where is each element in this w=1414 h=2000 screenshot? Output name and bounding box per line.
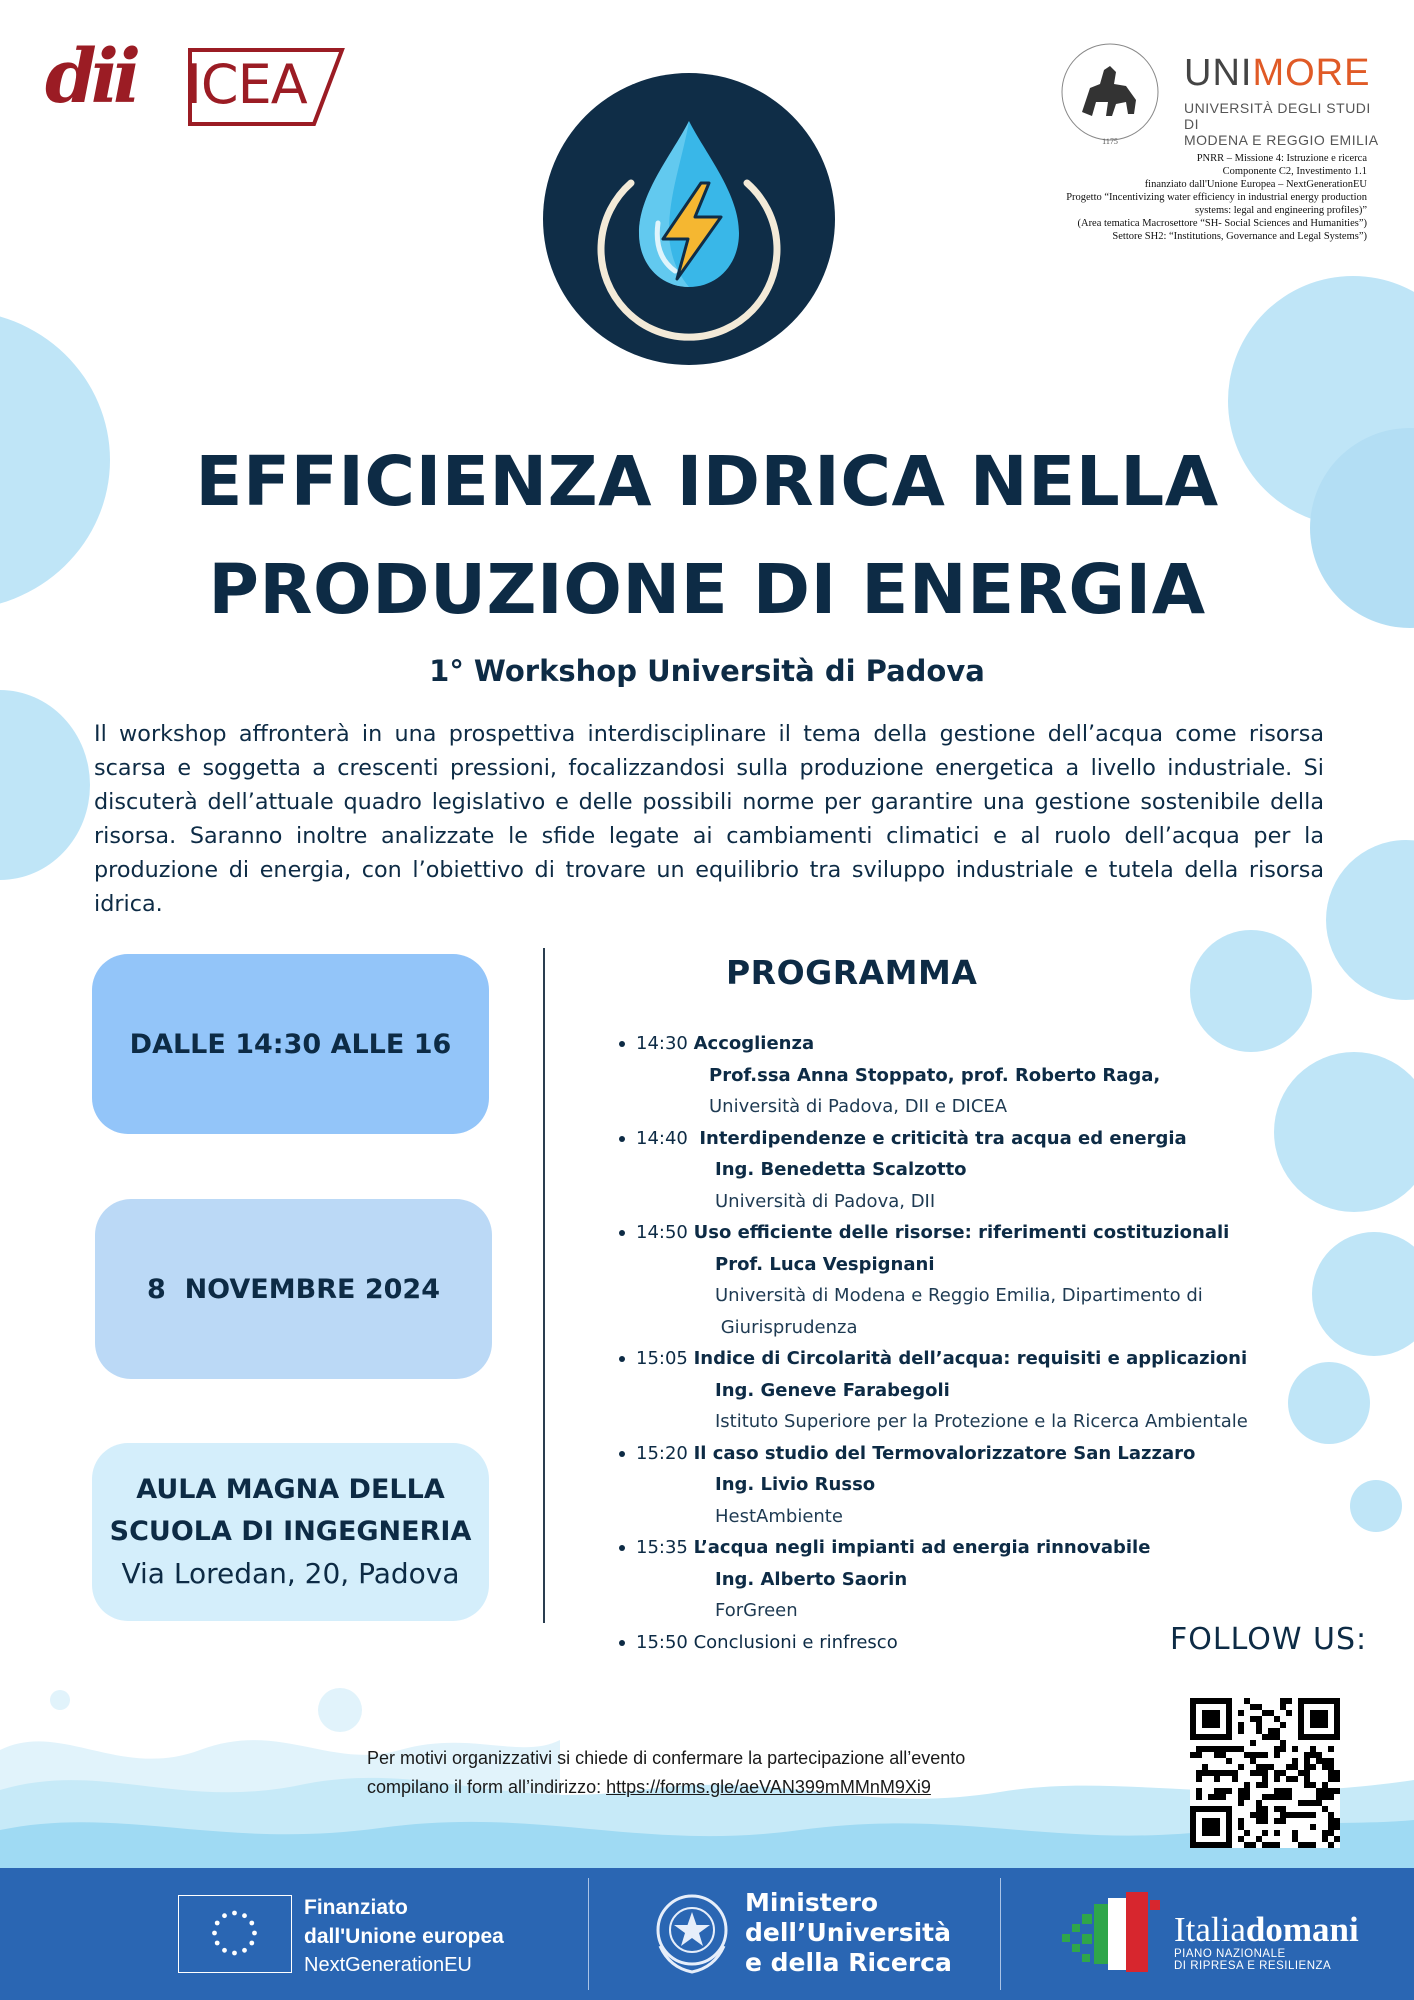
pnrr-line: (Area tematica Macrosettore “SH- Social Sciences and Humanities”)	[1077, 218, 1367, 229]
program-title: PROGRAMMA	[726, 953, 978, 992]
university-seal	[1052, 40, 1172, 150]
unimore-sub-1: UNIVERSITÀ DEGLI STUDI DI	[1184, 100, 1371, 132]
unimore-more: MORE	[1252, 52, 1371, 94]
ministry-label	[745, 1888, 952, 1978]
note-line-1: Per motivi organizzativi si chiede di confermare la partecipazione all’evento	[367, 1748, 966, 1768]
mur-line-3: e della Ricerca	[745, 1948, 952, 1977]
eu-funding-label	[304, 1893, 504, 1980]
icea-logo-text: ICEA	[186, 53, 307, 116]
program-time: 15:05	[636, 1348, 694, 1369]
divider	[543, 948, 545, 1623]
program-topic: Uso efficiente delle risorse: riferimenti costituzionali	[693, 1222, 1230, 1243]
workshop-description: Il workshop affronterà in una prospettiva interdisciplinare il tema della gestione dell’acqua come risorsa scarsa e soggetta a crescenti pressioni, focalizzandosi sulla produzione energetica a livello industriale. Si discuterà dell’attuale quadro legislativo e delle possibili norme per garantire una gestione sostenibile della risorsa. Saranno inoltre analizzate le sfide legate ai cambiamenti climatici e al ruolo dell’acqua per la produzione di energia, con l’obiettivo di trovare un equilibrio tra sviluppo industriale e tutela della risorsa idrica.	[94, 721, 1324, 917]
mur-line-2: dell’Università	[745, 1918, 952, 1947]
eu-line-1: Finanziato	[304, 1896, 408, 1919]
program-item	[636, 1123, 1336, 1218]
note-prefix: compilano il form all’indirizzo:	[367, 1777, 607, 1797]
location-line-2: SCUOLA DI INGEGNERIA	[109, 1516, 472, 1547]
location-box	[92, 1443, 489, 1621]
program-affiliation: Università di Modena e Reggio Emilia, Dipartimento di	[715, 1285, 1203, 1306]
program-topic: L’acqua negli impianti ad energia rinnovabile	[693, 1537, 1151, 1558]
program-item	[636, 1532, 1336, 1627]
program-item	[636, 1343, 1336, 1438]
registration-note	[367, 1744, 1067, 1802]
pnrr-line: Settore SH2: “Institutions, Governance and Legal Systems”)	[1112, 231, 1367, 242]
eu-flag-icon	[178, 1895, 292, 1973]
unimore-logo	[1184, 54, 1370, 92]
program-affiliation: ForGreen	[715, 1600, 798, 1621]
svg-text:1175: 1175	[1102, 137, 1118, 146]
program-affiliation: Istituto Superiore per la Protezione e la Ricerca Ambientale	[715, 1411, 1248, 1432]
pnrr-notice	[947, 152, 1367, 243]
note-line-2	[367, 1773, 1067, 1802]
program-affiliation: Giurisprudenza	[715, 1316, 858, 1338]
program-affiliation: Università di Padova, DII	[715, 1190, 936, 1212]
bubble-decoration	[1350, 1480, 1402, 1532]
italiadomani-logo	[1174, 1912, 1359, 1972]
program-topic: Accoglienza	[693, 1033, 815, 1054]
program-item	[636, 1028, 1336, 1123]
qr-code[interactable]	[1190, 1698, 1340, 1848]
program-speaker: Ing. Geneve Farabegoli	[715, 1379, 950, 1401]
registration-link[interactable]: https://forms.gle/aeVAN399mMMnM9Xi9	[606, 1777, 931, 1797]
date-label: 8 NOVEMBRE 2024	[147, 1273, 440, 1305]
pnrr-line: Componente C2, Investimento 1.1	[1222, 166, 1367, 177]
program-topic: Il caso studio del Termovalorizzatore San Lazzaro	[693, 1442, 1196, 1464]
program-time: 14:30	[636, 1033, 694, 1054]
icea-logo	[186, 48, 346, 126]
program-time: 15:35	[636, 1537, 694, 1558]
program-topic: Interdipendenze e criticità tra acqua ed energia	[699, 1127, 1187, 1149]
footer-divider	[1000, 1878, 1001, 1990]
location-line-1: AULA MAGNA DELLA	[136, 1474, 445, 1505]
location-address: Via Loredan, 20, Padova	[121, 1557, 460, 1590]
pnrr-line: Progetto “Incentivizing water efficiency in industrial energy production	[1066, 192, 1367, 203]
program-topic: Indice di Circolarità dell’acqua: requisiti e applicazioni	[693, 1348, 1248, 1369]
workshop-subtitle: 1° Workshop Università di Padova	[429, 654, 985, 688]
program-item	[636, 1217, 1336, 1343]
program-affiliation: HestAmbiente	[715, 1505, 843, 1527]
bubble-decoration	[0, 690, 90, 880]
date-box	[95, 1199, 492, 1379]
program-list	[636, 1028, 1336, 1658]
domani-word: domani	[1245, 1910, 1359, 1949]
program-speaker: Prof.ssa Anna Stoppato, prof. Roberto Raga,	[709, 1064, 1161, 1086]
program-speaker: Ing. Benedetta Scalzotto	[715, 1159, 967, 1180]
program-time: 14:40	[636, 1127, 700, 1149]
program-speaker: Prof. Luca Vespignani	[715, 1253, 935, 1275]
program-speaker: Ing. Livio Russo	[715, 1474, 876, 1495]
pnrr-line: finanziato dall'Unione Europea – NextGenerationEU	[1144, 179, 1367, 190]
pnrr-line: PNRR – Missione 4: Istruzione e ricerca	[1196, 153, 1367, 164]
program-time: 15:50 Conclusioni e rinfresco	[636, 1631, 898, 1653]
program-affiliation: Università di Padova, DII e DICEA	[709, 1096, 1008, 1117]
bubble-decoration	[1326, 840, 1414, 1000]
unimore-sub-2: MODENA E REGGIO EMILIA	[1184, 132, 1379, 148]
eu-line-3: NextGenerationEU	[304, 1954, 472, 1976]
republic-emblem-icon	[652, 1890, 732, 1976]
follow-us-label: FOLLOW US:	[1170, 1622, 1368, 1657]
unimore-subtitle	[1184, 100, 1384, 148]
time-box	[92, 954, 489, 1134]
footer-divider	[588, 1878, 589, 1990]
pnrr-sub-2: DI RIPRESA E RESILIENZA	[1174, 1960, 1332, 1972]
program-time: 14:50	[636, 1222, 694, 1243]
program-speaker: Ing. Alberto Saorin	[715, 1568, 908, 1590]
unimore-uni: UNI	[1184, 52, 1253, 94]
page-title	[80, 428, 1334, 644]
title-line-1: EFFICIENZA IDRICA NELLA	[195, 442, 1219, 522]
program-item	[636, 1438, 1336, 1533]
pnrr-sub-1: PIANO NAZIONALE	[1174, 1948, 1286, 1960]
time-label: DALLE 14:30 ALLE 16	[129, 1028, 452, 1060]
water-drop-lightning-icon	[543, 73, 835, 365]
program-time: 15:20	[636, 1442, 694, 1464]
title-line-2: PRODUZIONE DI ENERGIA	[208, 550, 1206, 630]
italia-word: Italia	[1174, 1910, 1246, 1949]
dii-logo: dii	[45, 34, 135, 120]
mur-line-1: Ministero	[745, 1888, 879, 1917]
italian-flag-icon	[1058, 1888, 1178, 1984]
pnrr-line: systems: legal and engineering profiles)”	[1194, 205, 1367, 216]
eu-line-2: dall'Unione europea	[304, 1925, 504, 1948]
